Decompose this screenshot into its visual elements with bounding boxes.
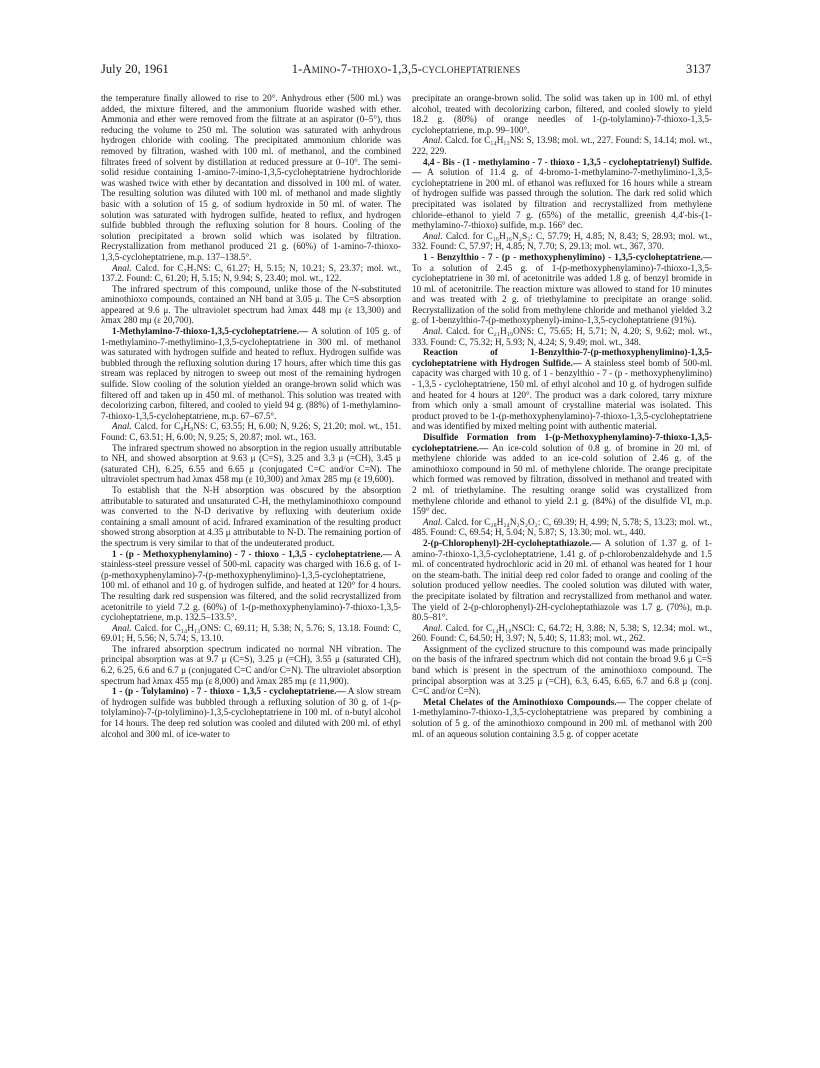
paragraph <box>412 644 712 697</box>
header-page-number: 3137 <box>686 62 711 76</box>
paragraph <box>101 644 401 686</box>
paragraph <box>412 157 712 231</box>
right-text-column <box>412 93 712 739</box>
paragraph-text: Calcd. for C₈H₉NS: C, 63.55; H, 6.00; N, 9.26; S, 21.20; mol. wt., 151. Found: C, 63.51; H, 6.00; N, 9.25; S, 20.87; mol. wt., 163. <box>101 421 401 442</box>
page-header <box>101 62 711 82</box>
section-heading: 1 - Benzylthio - 7 - (p - methoxyphenylimino) - 1,3,5-cycloheptatriene.— <box>423 251 712 262</box>
section-heading: Reaction of 1-Benzylthio-7-(p-methoxyphenylimino)-1,3,5-cycloheptatriene with Hydrogen Sulfide.— <box>412 347 712 368</box>
section-heading: 4,4 - Bis - (1 - methylamino - 7 - thioxo - 1,3,5 - cycloheptatrienyl) Sulfide.— <box>412 156 712 178</box>
paragraph <box>412 135 712 156</box>
paragraph <box>101 686 401 739</box>
paragraph <box>101 284 401 326</box>
paragraph <box>101 485 401 549</box>
paragraph-text: A stainless-steel pressure vessel of 500-ml. capacity was charged with 16.6 g. of 1-(p-methoxyphenylamino)-7-(p-methoxyphenylimino)-1,3,5-cycloheptatriene, 100 ml. of ethanol and 10 g. of hydrogen sulfide, and heated at 120° for 4 hours. The resulting dark red suspension was filtered, and the solid recrystallized from acetonitrile to yield 7.2 g. (60%) of 1-(p-methoxyphenylamino)-7-thioxo-1,3,5-cycloheptatriene, m.p. 132.5–133.5°. <box>101 548 401 623</box>
analysis-label: Anal. <box>112 421 132 432</box>
header-date: July 20, 1961 <box>101 62 169 76</box>
paragraph <box>412 697 712 739</box>
section-heading: 1-Methylamino-7-thioxo-1,3,5-cycloheptatriene.— <box>112 326 309 337</box>
paragraph-text: The infrared absorption spectrum indicated no normal NH vibration. The principal absorption was at 9.7 μ (C=S), 3.25 μ (=CH), 3.55 μ (saturated CH), 6.2, 6.25, 6.6 and 6.7 μ (conjugated C=C and/or C=N). The ultraviolet absorption spectrum had λmax 455 mμ (ε 8,000) and λmax 285 mμ (ε 11,900). <box>101 643 401 686</box>
paragraph-text: To establish that the N-H absorption was obscured by the absorption attributable to saturated and unsaturated C-H, the methylaminothioxo compound was converted to the N-D derivative by refluxing with deuterium oxide containing a small amount of acid. Infrared examination of the resulting product showed strong absorption at 4.35 μ attributable to N-D. The remaining portion of the spectrum is very similar to that of the undeuterated product. <box>101 484 401 548</box>
analysis-label: Anal. <box>112 262 132 273</box>
paragraph-text: A slow stream of hydrogen sulfide was bubbled through a refluxing solution of 30 g. of 1-(p-tolylamino)-7-(p-tolylimino)-1,3,5-cycloheptatriene in 100 ml. of n-butyl alcohol for 14 hours. The deep red solution was cooled and diluted with 200 ml. of ethyl alcohol and 300 ml. of ice-water to <box>101 686 401 739</box>
analysis-label: Anal. <box>423 622 443 633</box>
paragraph <box>412 347 712 432</box>
paragraph-text: Calcd. for C₂₁H₁₉ONS: C, 75.65; H, 5.71; N, 4.20; S, 9.62; mol. wt., 333. Found: C, 75.32; H, 5.93; N, 4.24; S, 9.49; mol. wt., 348. <box>412 326 712 347</box>
paragraph <box>101 623 401 644</box>
paragraph-text: Assignment of the cyclized structure to this compound was made principally on the basis of the infrared spectrum which did not contain the broad 9.6 μ C=S band which is present in the spectrum of the aminothioxo compound. The principal absorption was at 3.25 μ (=CH), 6.3, 6.45, 6.65, 6.7 and 6.8 μ (conj. C=C and/or C=N). <box>412 643 712 697</box>
paragraph <box>412 623 712 644</box>
section-heading: Disulfide Formation from 1-(p-Methoxyphenylamino)-7-thioxo-1,3,5-cycloheptatriene.— <box>412 432 712 453</box>
paragraph <box>412 93 712 135</box>
paragraph-text: The infrared spectrum showed no absorption in the region usually attributable to NH, and showed absorption at 9.63 μ (C=S), 3.25 and 3.3 μ (=CH), 3.45 μ (saturated CH), 6.25, 6.55 and 6.65 μ (conjugated C=C and/or C=N). The ultraviolet spectrum had λmax 458 mμ (ε 10,300) and λmax 285 mμ (ε 19,600). <box>101 442 401 485</box>
paragraph <box>412 326 712 347</box>
paragraph <box>412 538 712 623</box>
paragraph-text: Calcd. for C₂₈H₂₄N₂S₂O₂: C, 69.39; H, 4.99; N, 5.78; S, 13.23; mol. wt., 485. Found: C, 69.54; H, 5.04; N, 5.87; S, 13.30; mol. wt., 440. <box>412 516 712 538</box>
paragraph-text: Calcd. for C₁₄H₁₀NSCl: C, 64.72; H, 3.88; N, 5.38; S, 12.34; mol. wt., 260. Found: C, 64.50; H, 3.97; N, 5.40; S, 11.83; mol. wt., 262. <box>412 622 712 644</box>
paragraph-text: An ice-cold solution of 0.8 g. of bromine in 20 ml. of methylene chloride was added to an ice-cold solution of 2.46 g. of the aminothioxo compound in 50 ml. of methylene chloride. The orange precipitate which formed was removed by filtration, dissolved in methanol and treated with 2 ml. of triethylamine. The resulting orange solid was crystallized from methylene chloride and ethanol to yield 2.1 g. (84%) of the disulfide VI, m.p. 159° dec. <box>412 442 712 517</box>
paragraph-text: Calcd. for C₇H₇NS: C, 61.27; H, 5.15; N, 10.21; S, 23.37; mol. wt., 137.2. Found: C, 61.20; H, 5.15; N, 9.94; S, 23.40; mol. wt., 122. <box>101 262 402 284</box>
paragraph <box>412 517 712 538</box>
paragraph <box>101 93 401 263</box>
paragraph <box>412 231 712 252</box>
paragraph-text: A solution of 11.4 g. of 4-bromo-1-methylamino-7-methylimino-1,3,5-cycloheptatriene in 200 ml. of ethanol was refluxed for 16 hours while a stream of hydrogen sulfide was passed through the solution. The dark red solid which precipitated was isolated by filtration and recrystallized from methylene chloride–ethanol to yield 7 g. (65%) of the metallic, greenish 4,4'-bis-(1-methylamino-7-thioxo) sulfide, m.p. 166° dec. <box>412 167 712 231</box>
section-heading: 1 - (p - Tolylamino) - 7 - thioxo - 1,3,5 - cycloheptatriene.— <box>112 686 346 697</box>
section-heading: Metal Chelates of the Aminothioxo Compounds.— <box>423 696 626 707</box>
header-running-title: 1-Amino-7-thioxo-1,3,5-cycloheptatrienes <box>291 62 521 76</box>
paragraph-text: The infrared spectrum of this compound, unlike those of the N-substituted aminothioxo compounds, contained an NH band at 3.05 μ. The C=S absorption appeared at 9.6 μ. The ultraviolet spectrum had λmax 448 mμ (ε 13,300) and λmax 280 mμ (ε 20,700). <box>101 283 401 326</box>
analysis-label: Anal. <box>423 230 443 241</box>
paragraph <box>412 432 712 517</box>
paragraph-text: A solution of 1.37 g. of 1-amino-7-thioxo-1,3,5-cycloheptatriene, 1.41 g. of p-chlorobenzaldehyde and 1.5 ml. of concentrated hydrochloric acid in 20 ml. of ethanol was heated for 1 hour on the steam-bath. The initial deep red color faded to orange and cooling of the solution produced yellow needles. The cooled solution was diluted with water, the precipitate isolated by filtration and recrystallized from methanol and water. The yield of 2-(p-chlorophenyl)-2H-cycloheptathiazole was 1.7 g. (70%), m.p. 80.5–81°. <box>412 537 712 623</box>
paragraph-text: precipitate an orange-brown solid. The solid was taken up in 100 ml. of ethyl alcohol, treated with decolorizing carbon, filtered, and cooled slowly to yield 18.2 g. (80%) of orange needles of 1-(p-tolylamino)-7-thioxo-1,3,5-cycloheptatriene, m.p. 99–100°. <box>412 93 712 135</box>
paragraph <box>412 252 712 326</box>
left-text-column <box>101 93 401 739</box>
analysis-label: Anal. <box>423 516 443 527</box>
paragraph-text: Calcd. for C₁₄H₁₃NS: S, 13.98; mol. wt., 227. Found: S, 14.14; mol. wt., 222, 229. <box>412 135 713 156</box>
paragraph-text: Calcd. for C₁₄H₁₃ONS: C, 69.11; H, 5.38; N, 5.76; S, 13.18. Found: C, 69.01; H, 5.56; N, 5.74; S, 13.10. <box>101 622 402 644</box>
paragraph-text: A solution of 105 g. of 1-methylamino-7-methylimino-1,3,5-cycloheptatriene in 300 ml. of methanol was saturated with hydrogen sulfide and heated to reflux. Hydrogen sulfide was bubbled through the refluxing solution during 17 hours, after which time this gas stream was replaced by nitrogen to sweep out most of the remaining hydrogen sulfide. Slow cooling of the solution yielded an orange-brown solid which was filtered off and taken up in 450 ml. of methanol. This solution was treated with decolorizing carbon, filtered, and cooled to yield 94 g. (88%) of 1-methylamino-7-thioxo-1,3,5-cycloheptatriene, m.p. 67–67.5°. <box>101 326 401 421</box>
section-heading: 2-(p-Chlorophenyl)-2H-cycloheptathiazole.— <box>423 537 601 548</box>
paragraph-text: The copper chelate of 1-methylamino-7-thioxo-1,3,5-cycloheptatriene was prepared by combining a solution of 5 g. of the aminothioxo compound in 200 ml. of methanol with 200 ml. of an aqueous solution containing 3.5 g. of copper acetate <box>412 696 712 739</box>
paragraph <box>101 443 401 485</box>
paragraph-text: Calcd. for C₁₆H₁₆N₂S₃: C, 57.79; H, 4.85; N, 8.43; S, 28.93; mol. wt., 332. Found: C, 57.97; H, 4.85; N, 7.70; S, 29.13; mol. wt., 367, 370. <box>412 230 713 252</box>
paragraph-text: To a solution of 2.45 g. of 1-(p-methoxyphenylamino)-7-thioxo-1,3,5-cycloheptatriene in 30 ml. of acetonitrile was added 1.8 g. of benzyl bromide in 10 ml. of acetonitrile. The reaction mixture was allowed to stand for 10 minutes and was treated with 2 g. of triethylamine to precipitate an orange solid. Recrystallization of the solid from methylene chloride and methanol yielded 3.2 g. of 1-benzylthio-7-(p-methoxyphenyl)-imino-1,3,5-cycloheptatriene (91%). <box>412 262 712 326</box>
analysis-label: Anal. <box>423 326 443 337</box>
paragraph <box>101 263 401 284</box>
paragraph <box>101 549 401 623</box>
paragraph-text: the temperature finally allowed to rise to 20°. Anhydrous ether (500 ml.) was added, the mixture filtered, and the ammonium fluoride washed with ether. Ammonia and ether were removed from the filtrate at an aspirator (0–5°), thus reducing the volume to 250 ml. The solution was saturated with anhydrous hydrogen chloride with cooling. The precipitated ammonium chloride was removed by filtration, washed with 100 ml. of methanol, and the combined filtrates freed of solvent by distillation at reduced pressure at 0–10°. The semi-solid residue containing 1-amino-7-imino-1,3,5-cycloheptatriene hydrochloride was washed twice with ether by decantation and dissolved in 100 ml. of water. The resulting solution was diluted with 100 ml. of methanol and made slightly basic with a solution of 15 g. of sodium hydroxide in 50 ml. of water. The solution was saturated with hydrogen sulfide, heated to reflux, and hydrogen sulfide bubbled through the refluxing solution for 8 hours. Cooling of the solution precipitated a brown solid which was isolated by filtration. Recrystallization from methanol produced 21 g. (60%) of 1-amino-7-thioxo-1,3,5-cycloheptatriene, m.p. 137–138.5°. <box>101 93 401 262</box>
analysis-label: Anal. <box>112 622 132 633</box>
paragraph <box>101 421 401 442</box>
paragraph-text: A stainless steel bomb of 500-ml. capacity was charged with 10 g. of 1 - benzylthio - 7 - (p - methoxyphenylimino) - 1,3,5 - cycloheptatriene, 150 ml. of ethyl alcohol and 10 g. of hydrogen sulfide and heated for 4 hours at 120°. The product was a dark colored, tarry mixture from which only a small amount of crystalline material was isolated. This product proved to be 1-(p-methoxyphenylamino)-7-thioxo-1,3,5-cycloheptatriene and was identified by mixed melting point with authentic material. <box>412 357 713 432</box>
analysis-label: Anal. <box>423 135 443 146</box>
paragraph <box>101 326 401 421</box>
section-heading: 1 - (p - Methoxyphenylamino) - 7 - thioxo - 1,3,5 - cycloheptatriene.— <box>112 548 392 559</box>
